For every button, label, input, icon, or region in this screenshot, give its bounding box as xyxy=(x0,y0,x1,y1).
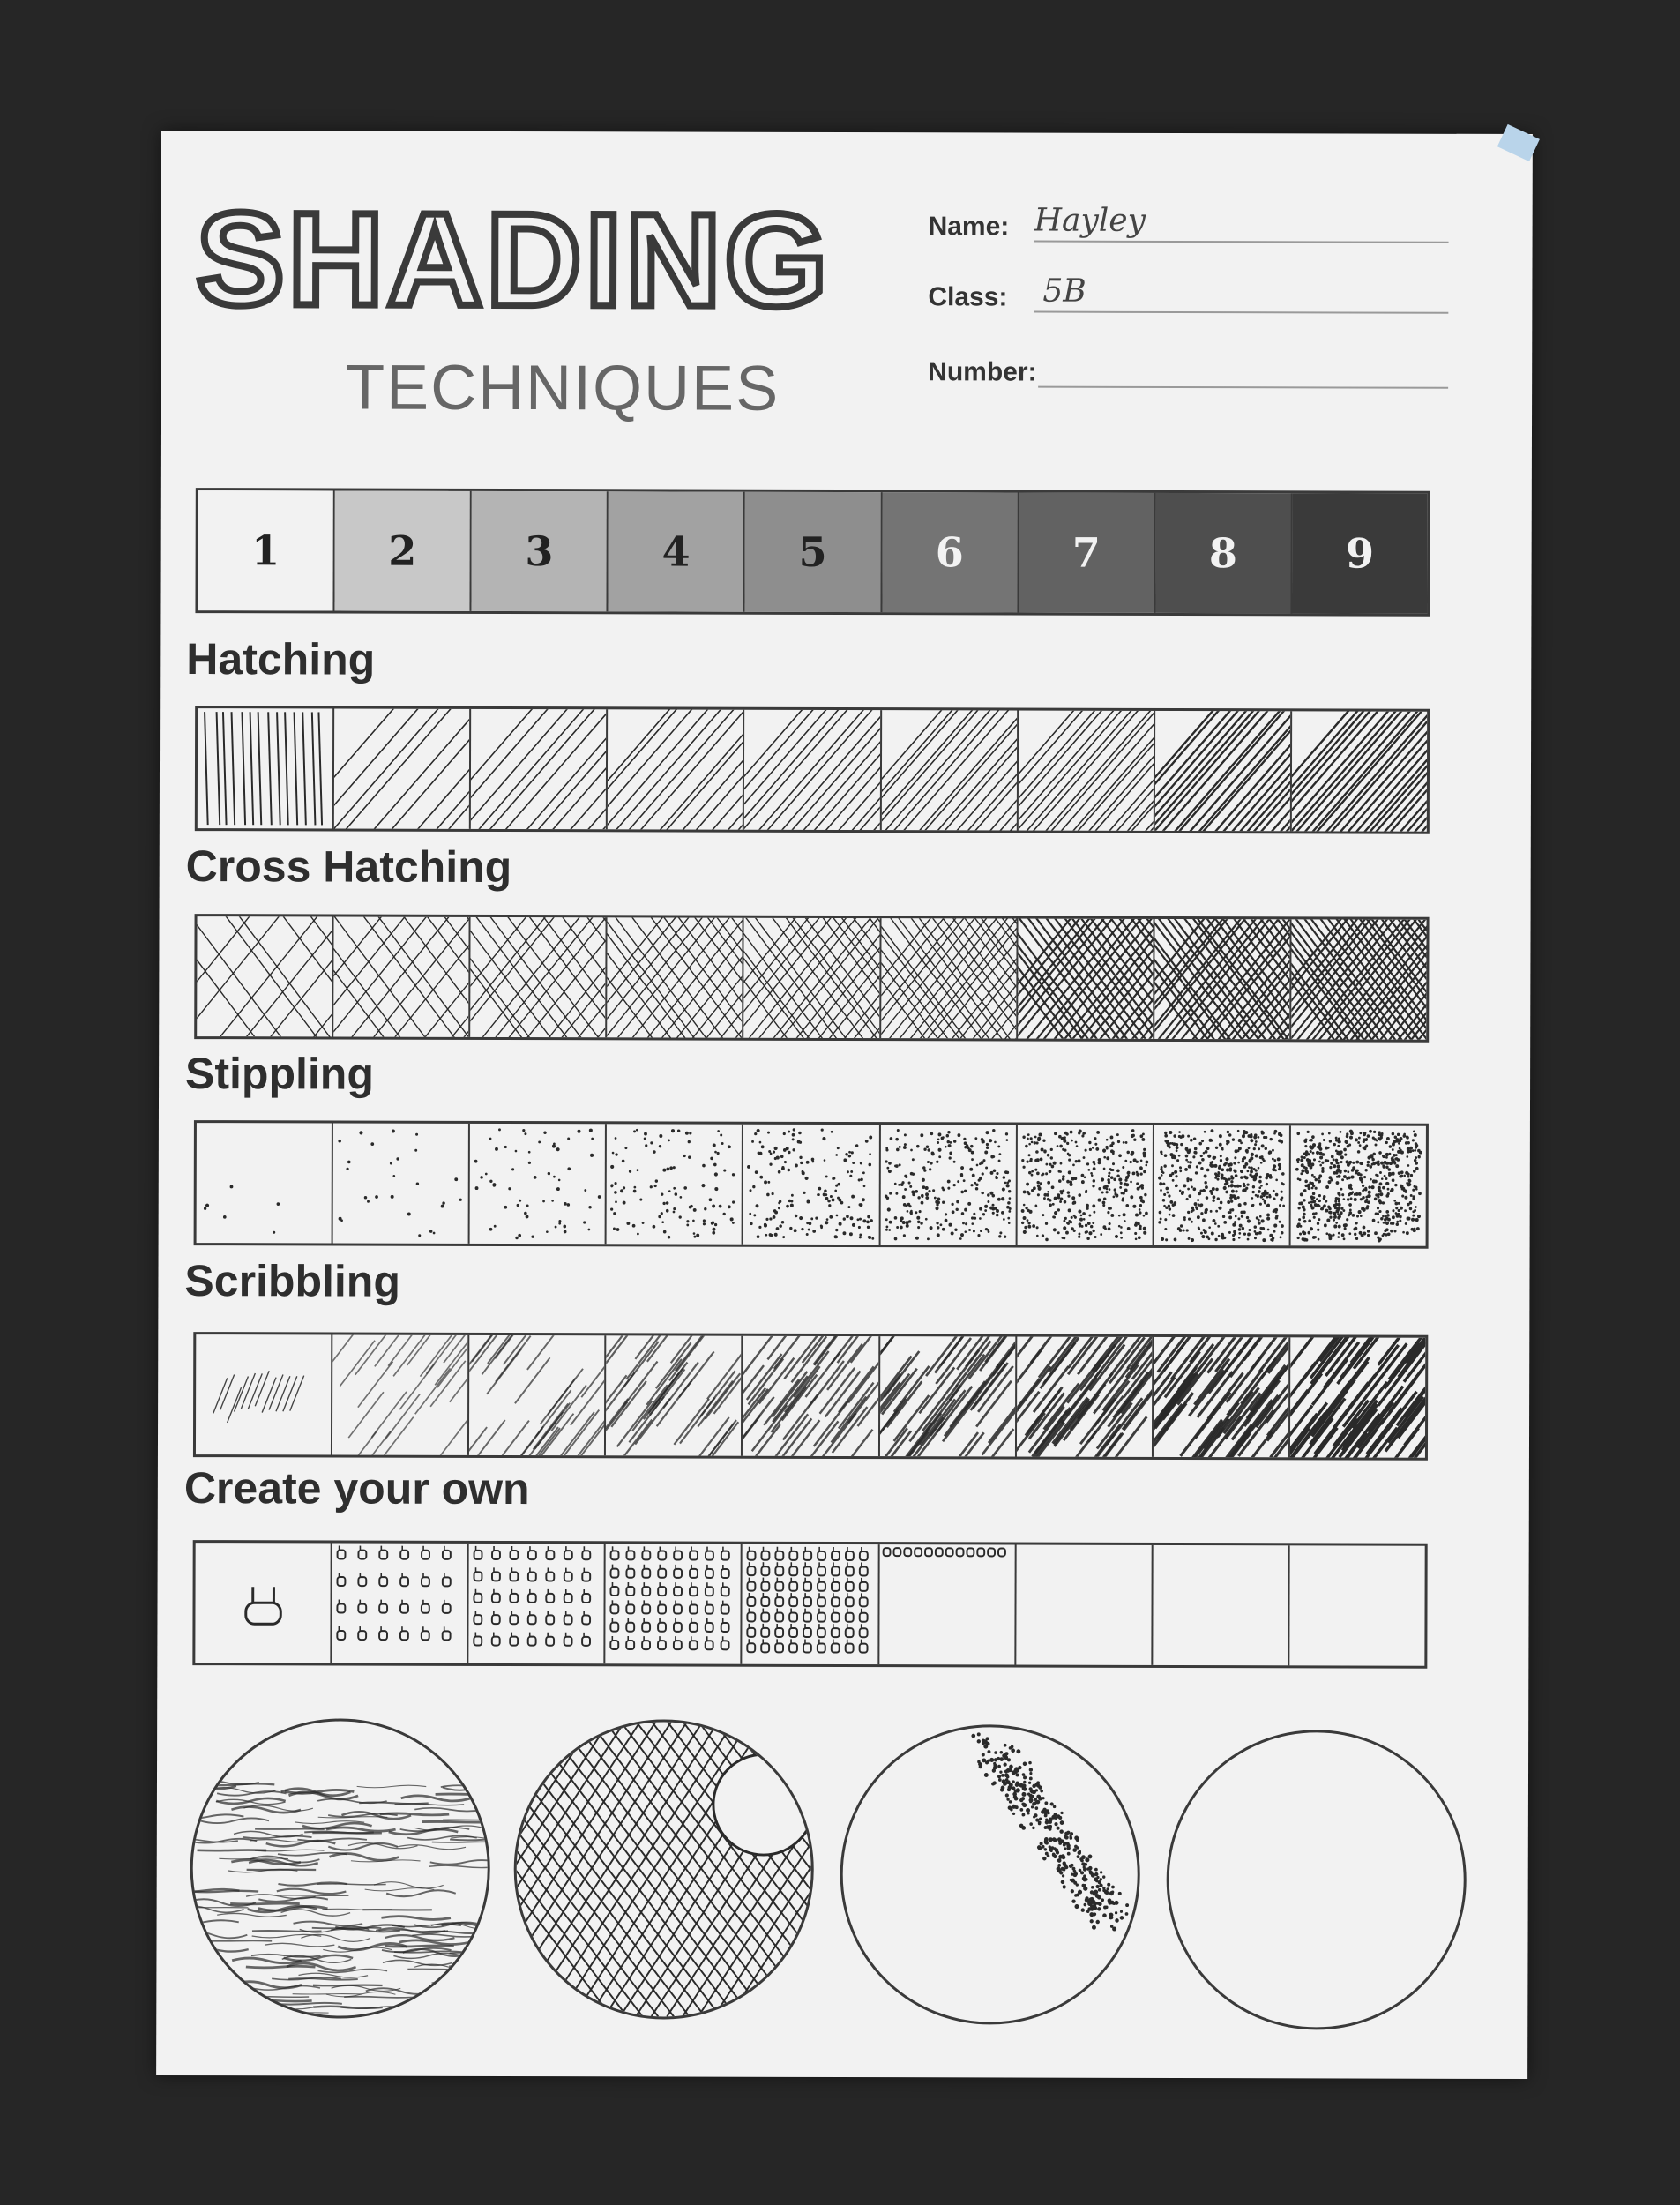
number-field[interactable] xyxy=(928,348,1448,394)
hatching-cell xyxy=(334,708,471,828)
value-number: 9 xyxy=(1345,529,1375,578)
value-cell xyxy=(1292,493,1427,613)
hatching-cell xyxy=(881,710,1018,830)
section-label-stippling: Stippling xyxy=(185,1049,375,1099)
section-label-cross-hatching: Cross Hatching xyxy=(185,841,512,893)
create-your-own-row xyxy=(192,1540,1427,1669)
cross-hatching-cell xyxy=(197,916,333,1036)
hatching-cell xyxy=(471,709,608,829)
section-label-scribbling: Scribbling xyxy=(184,1256,401,1306)
create-your-own-cell xyxy=(1016,1545,1153,1665)
value-scale-row xyxy=(195,488,1430,617)
scribbling-cell xyxy=(743,1336,879,1456)
stippling-row xyxy=(194,1120,1429,1249)
scribbling-cell xyxy=(332,1334,469,1454)
cross-hatching-cell xyxy=(608,917,744,1037)
worksheet-paper xyxy=(156,131,1533,2079)
cross-hatching-cell xyxy=(1018,919,1154,1039)
create-your-own-cell xyxy=(332,1543,468,1663)
stippling-cell xyxy=(197,1123,333,1243)
hatching-cell xyxy=(744,710,881,830)
stippling-cell xyxy=(333,1123,470,1243)
scribbling-cell xyxy=(469,1335,606,1455)
stippling-cell xyxy=(1017,1125,1154,1245)
tape-corner xyxy=(1497,124,1540,161)
class-value: 5B xyxy=(1042,273,1086,310)
value-number: 6 xyxy=(935,528,964,577)
value-cell xyxy=(472,491,609,611)
class-field[interactable] xyxy=(928,273,1448,319)
class-label: Class: xyxy=(928,282,1008,312)
scribbling-cell xyxy=(1017,1337,1154,1457)
cross-hatching-row xyxy=(194,914,1429,1043)
scribbling-cell xyxy=(196,1334,332,1454)
create-your-own-cell xyxy=(606,1544,743,1663)
name-line xyxy=(1034,241,1449,243)
value-number: 2 xyxy=(388,527,417,575)
value-number: 8 xyxy=(1208,529,1238,578)
cross-hatching-cell xyxy=(1291,919,1426,1039)
scribbling-cell xyxy=(606,1335,743,1455)
name-field[interactable] xyxy=(929,203,1449,249)
value-cell xyxy=(609,491,745,611)
create-your-own-cell xyxy=(1153,1545,1289,1665)
stippling-cell xyxy=(1154,1125,1290,1245)
cross-hatching-cell xyxy=(470,917,607,1037)
stippling-cell xyxy=(607,1124,743,1244)
cross-hatching-cell xyxy=(333,916,470,1036)
stippling-cell xyxy=(470,1124,607,1244)
hatching-cell xyxy=(198,708,334,828)
value-number: 3 xyxy=(525,527,554,576)
practice-circle-cross-hatching xyxy=(513,1719,814,2020)
value-cell xyxy=(1155,493,1292,613)
section-label-hatching: Hatching xyxy=(186,634,376,684)
value-cell xyxy=(1019,493,1155,613)
stippling-cell xyxy=(743,1125,880,1245)
class-line xyxy=(1034,311,1448,314)
worksheet-title: SHADING xyxy=(196,184,832,334)
scribbling-cell xyxy=(880,1336,1017,1456)
create-your-own-cell xyxy=(1289,1545,1424,1665)
value-cell xyxy=(745,492,882,612)
hatching-cell xyxy=(608,709,744,829)
number-label: Number: xyxy=(928,357,1037,387)
value-cell xyxy=(335,490,472,610)
value-number: 7 xyxy=(1071,528,1101,577)
name-label: Name: xyxy=(928,212,1010,242)
stippling-cell xyxy=(880,1125,1017,1245)
cross-hatching-cell xyxy=(744,918,881,1038)
stippling-cell xyxy=(1290,1125,1425,1245)
worksheet-subtitle: TECHNIQUES xyxy=(346,352,780,424)
hatching-cell xyxy=(1155,711,1292,831)
value-number: 4 xyxy=(661,527,691,576)
create-your-own-cell xyxy=(743,1544,879,1664)
value-cell xyxy=(198,490,334,610)
create-your-own-cell xyxy=(195,1543,332,1663)
create-your-own-cell xyxy=(879,1544,1016,1664)
scribbling-cell xyxy=(1290,1337,1425,1457)
practice-circle-scribble xyxy=(190,1718,490,2019)
value-number: 1 xyxy=(251,527,280,575)
practice-circle-blank xyxy=(1166,1730,1467,2030)
hatching-cell xyxy=(1292,711,1427,831)
scribbling-cell xyxy=(1154,1337,1290,1457)
value-cell xyxy=(882,492,1019,612)
hatching-row xyxy=(195,706,1430,834)
hatching-cell xyxy=(1018,711,1154,831)
scribbling-row xyxy=(193,1332,1428,1461)
number-line xyxy=(1038,386,1448,389)
create-your-own-cell xyxy=(469,1544,606,1663)
cross-hatching-cell xyxy=(881,918,1018,1038)
practice-circle-stippling xyxy=(840,1724,1140,2025)
section-label-create-your-own: Create your own xyxy=(183,1463,530,1514)
name-value: Hayley xyxy=(1034,202,1146,239)
cross-hatching-cell xyxy=(1154,919,1291,1039)
value-number: 5 xyxy=(798,527,827,576)
